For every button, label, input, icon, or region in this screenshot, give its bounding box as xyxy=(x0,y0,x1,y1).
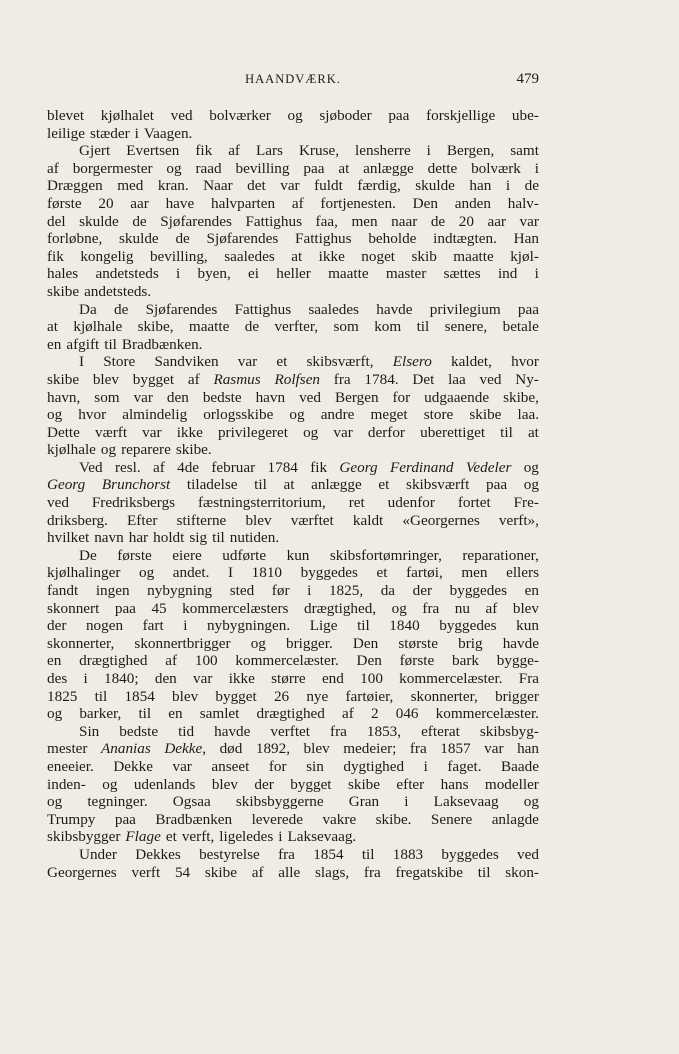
text-line: skibe blev bygget af Rasmus Rolfsen fra 1784. Det laa ved Ny- xyxy=(47,370,539,388)
text-line: en drægtighed af 100 kommercelæster. Den første bark bygge- xyxy=(47,652,539,670)
text-line: Under Dekkes bestyrelse fra 1854 til 1883 byggedes ved xyxy=(79,845,539,863)
text-line: skibe andetsteds. xyxy=(47,282,152,300)
text-line: at kjølhale skibe, maatte de verfter, som kom til senere, betale xyxy=(47,318,539,336)
text-line: ved Fredriksbergs fæstningsterritorium, ret udenfor fortet Fre- xyxy=(47,494,539,512)
text-line: inden- og udenlands blev der bygget skibe efter hans modeller xyxy=(47,775,539,793)
text-line: første 20 aar have halvparten af fortjenesten. Den anden halv- xyxy=(47,194,539,212)
text-line: skibsbygger Flage et verft, ligeledes i Laksevaag. xyxy=(47,828,357,846)
text-line: skonnert paa 45 kommercelæsters drægtighed, og fra nu af blev xyxy=(47,599,539,617)
text-line: fandt ingen nybygning sted før i 1825, da der byggedes en xyxy=(47,582,539,600)
text-line: skonnerter, skonnertbrigger og brigger. Den største brig havde xyxy=(47,634,539,652)
text-line: driksberg. Efter stifterne blev værftet kaldt «Georgernes verft», xyxy=(47,511,539,529)
text-line: havn, som var den bedste havn ved Bergen for udgaaende skibe, xyxy=(47,388,539,406)
page-number: 479 xyxy=(516,71,539,87)
text-line: kjølhale og reparere skibe. xyxy=(47,441,212,459)
text-line: Trumpy paa Bradbænken leverede vakre skibe. Senere anlagde xyxy=(47,810,539,828)
text-line: hales andetsteds i byen, ei heller maatte master sættes ind i xyxy=(47,265,539,283)
text-line: 1825 til 1854 blev bygget 26 nye fartøier, skonnerter, brigger xyxy=(47,687,539,705)
text-line: leilige stæder i Vaagen. xyxy=(47,124,193,142)
text-line: Gjert Evertsen fik af Lars Kruse, lensherre i Bergen, samt xyxy=(79,142,539,160)
text-line: mester Ananias Dekke, død 1892, blev medeier; fra 1857 var han xyxy=(47,740,539,758)
text-line: Georg Brunchorst tiladelse til at anlægge et skibsværft paa og xyxy=(47,476,539,494)
text-line: Ved resl. af 4de februar 1784 fik Georg Ferdinand Vedeler og xyxy=(79,458,539,476)
text-line: forløbne, skulde de Sjøfarendes Fattighus beholde indtægten. Han xyxy=(47,230,539,248)
text-line: hvilket navn har holdt sig til nutiden. xyxy=(47,529,280,547)
text-line: De første eiere udførte kun skibsfortømringer, reparationer, xyxy=(79,546,539,564)
text-line: og barker, til en samlet drægtighed af 2 046 kommercelæster. xyxy=(47,705,539,723)
text-line: Sin bedste tid havde verftet fra 1853, efterat skibsbyg- xyxy=(79,722,539,740)
running-head: HAANDVÆRK. xyxy=(245,72,341,86)
text-line: af borgermester og raad bevilling paa at anlægge dette bolværk i xyxy=(47,159,539,177)
text-line: del skulde de Sjøfarendes Fattighus faa, men naar de 20 aar var xyxy=(47,212,539,230)
text-line: kjølhalinger og andet. I 1810 byggedes et fartøi, men ellers xyxy=(47,564,539,582)
text-line: Georgernes verft 54 skibe af alle slags, fra fregatskibe til skon- xyxy=(47,863,539,881)
text-line: I Store Sandviken var et skibsværft, Elsero kaldet, hvor xyxy=(79,353,539,371)
body-text xyxy=(47,107,539,881)
text-line: blevet kjølhalet ved bolværker og sjøboder paa forskjellige ube- xyxy=(47,107,539,124)
text-line: der nogen fart i nybygningen. Lige til 1840 byggedes kun xyxy=(47,617,539,635)
text-line: Da de Sjøfarendes Fattighus saaledes havde privilegium paa xyxy=(79,300,539,318)
text-line: Dette værft var ikke privilegeret og var derfor uberettiget til at xyxy=(47,423,539,441)
text-line: eneeier. Dekke var anseet for sin dygtighed i faget. Baade xyxy=(47,757,539,775)
text-line: og hvor almindelig orlogsskibe og andre meget store skibe laa. xyxy=(47,406,539,424)
text-line: des i 1840; den var ikke større end 100 kommercelæster. Fra xyxy=(47,670,539,687)
text-line: en afgift til Bradbænken. xyxy=(47,335,203,353)
page-header xyxy=(47,72,539,94)
text-line: og tegninger. Ogsaa skibsbyggerne Gran i Laksevaag og xyxy=(47,793,539,811)
text-line: Dræggen med kran. Naar det var fuldt færdig, skulde han i de xyxy=(47,177,539,195)
text-line: fik kongelig bevilling, saaledes at ikke noget skib maatte kjøl- xyxy=(47,247,539,265)
